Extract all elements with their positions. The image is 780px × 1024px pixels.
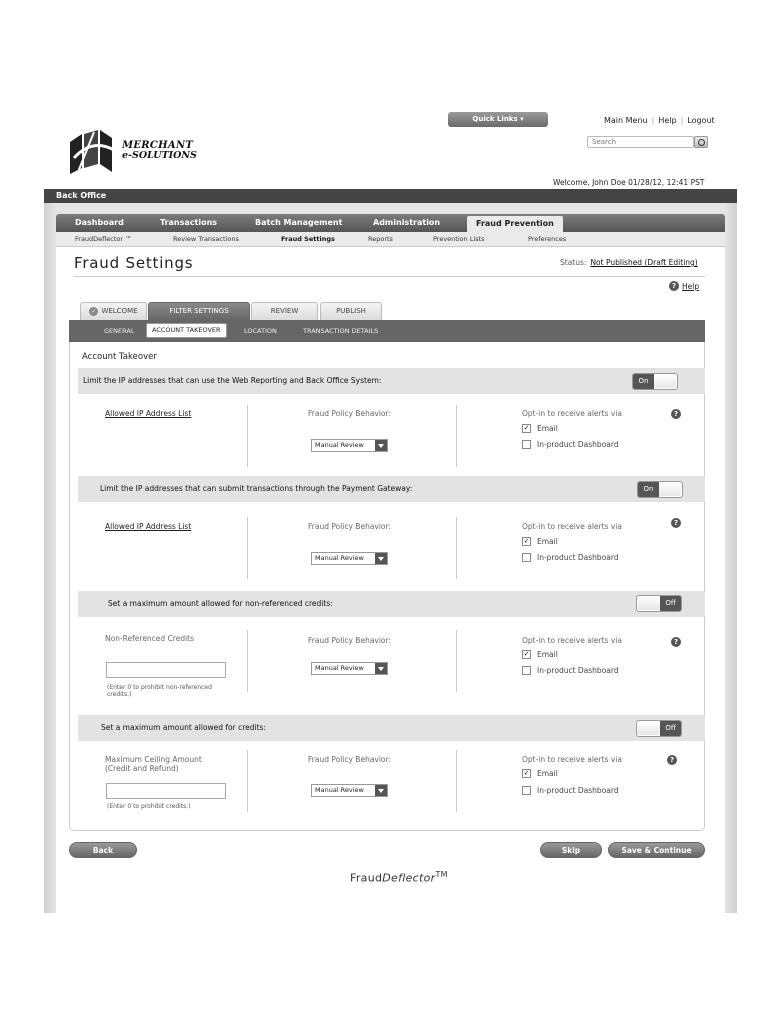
subnav-fraud-settings[interactable]: Fraud Settings: [281, 235, 335, 243]
email-checkbox[interactable]: ✓: [523, 769, 530, 777]
divider: |: [680, 116, 684, 125]
email-label: Email: [537, 769, 558, 778]
chevron-down-icon: [375, 785, 387, 796]
non-referenced-credits-label: Non-Referenced Credits: [105, 634, 195, 643]
toggle-switch[interactable]: [632, 373, 678, 390]
help-icon[interactable]: ?: [671, 637, 681, 647]
subnav-review-transactions[interactable]: Review Transactions: [173, 235, 239, 243]
help-icon[interactable]: ?: [667, 755, 677, 765]
top-links: [604, 116, 715, 125]
help-icon[interactable]: ?: [671, 518, 681, 528]
main-menu-link[interactable]: Main Menu: [604, 116, 648, 125]
divider: [247, 405, 248, 467]
toggle-knob: [638, 722, 660, 735]
divider: [247, 517, 248, 579]
divider: [247, 630, 248, 692]
subnav-reports[interactable]: Reports: [368, 235, 393, 243]
non-referenced-credits-input[interactable]: [106, 662, 226, 678]
toggle-knob: [638, 597, 660, 610]
check-icon: ✓: [91, 307, 97, 315]
tab-review[interactable]: [251, 302, 318, 320]
toggle-state: On: [633, 374, 654, 389]
optin-label: Opt-in to receive alerts via: [522, 409, 622, 418]
email-checkbox[interactable]: ✓: [523, 424, 530, 432]
dashboard-checkbox[interactable]: [522, 440, 531, 449]
toggle-switch[interactable]: [636, 595, 682, 612]
nav-batch-management[interactable]: Batch Management: [255, 218, 343, 227]
section-header: [78, 715, 705, 741]
sub-nav: [56, 232, 725, 247]
tab-label: FILTER SETTINGS: [169, 307, 229, 315]
help-icon[interactable]: ?: [671, 409, 681, 419]
subnav-preferences[interactable]: Preferences: [528, 235, 567, 243]
input-hint: (Enter 0 to prohibit non-referenced credits.): [107, 684, 212, 698]
allowed-ip-list-link[interactable]: Allowed IP Address List: [105, 522, 192, 531]
email-label: Email: [537, 424, 558, 433]
subnav-prevention-lists[interactable]: Prevention Lists: [433, 235, 485, 243]
email-label: Email: [537, 537, 558, 546]
chevron-down-icon: [375, 553, 387, 564]
search-icon[interactable]: [694, 136, 708, 148]
section-heading: Set a maximum amount allowed for non-referenced credits:: [108, 599, 333, 608]
fraud-policy-label: Fraud Policy Behavior:: [308, 755, 392, 764]
dashboard-checkbox[interactable]: [522, 666, 531, 675]
divider: [456, 750, 457, 812]
section-header: [78, 476, 705, 502]
section-heading: Set a maximum amount allowed for credits:: [101, 723, 266, 732]
merchant-esolutions-logo: [68, 128, 218, 176]
email-label: Email: [537, 650, 558, 659]
tab-label: WELCOME: [101, 307, 138, 315]
section-title: Account Takeover: [82, 352, 157, 362]
logo-text: e-SOLUTIONS: [122, 150, 197, 161]
divider: [456, 630, 457, 692]
dashboard-label: In-product Dashboard: [537, 553, 619, 562]
logo-text: MERCHANT: [122, 140, 194, 151]
fraud-policy-select[interactable]: [311, 662, 388, 675]
select-value: Manual Review: [315, 554, 364, 562]
divider: [456, 405, 457, 467]
skip-button[interactable]: Skip: [540, 842, 602, 858]
tab-welcome[interactable]: [80, 302, 147, 320]
status: [560, 258, 698, 267]
fraud-policy-label: Fraud Policy Behavior:: [308, 636, 392, 645]
subtab-account-takeover[interactable]: ACCOUNT TAKEOVER: [146, 323, 227, 338]
tab-label: PUBLISH: [336, 307, 366, 315]
dashboard-checkbox[interactable]: [522, 553, 531, 562]
max-ceiling-amount-label: Maximum Ceiling Amount (Credit and Refund): [105, 755, 202, 773]
subtab-location[interactable]: LOCATION: [244, 327, 277, 335]
section-header: [78, 368, 705, 394]
fraud-policy-label: Fraud Policy Behavior:: [308, 522, 392, 531]
chevron-down-icon: [375, 663, 387, 674]
save-continue-button[interactable]: Save & Continue: [608, 842, 705, 858]
main-nav: [56, 214, 725, 232]
logo-mark-icon: [68, 128, 116, 176]
fraud-policy-select[interactable]: [311, 552, 388, 565]
toggle-state: On: [638, 482, 659, 497]
chevron-down-icon: [375, 440, 387, 451]
tab-publish[interactable]: [320, 302, 382, 320]
allowed-ip-list-link[interactable]: Allowed IP Address List: [105, 409, 192, 418]
search-input[interactable]: [587, 136, 694, 148]
tab-filter-settings[interactable]: [148, 302, 250, 320]
help-link[interactable]: Help: [682, 281, 700, 291]
fraud-policy-select[interactable]: [311, 439, 388, 452]
fraud-policy-select[interactable]: [311, 784, 388, 797]
logout-link[interactable]: Logout: [687, 116, 715, 125]
optin-label: Opt-in to receive alerts via: [522, 522, 622, 531]
trademark: TM: [435, 870, 448, 879]
fraud-policy-label: Fraud Policy Behavior:: [308, 409, 392, 418]
toggle-state: Off: [660, 596, 681, 611]
quick-links-button[interactable]: Quick Links ▾: [448, 112, 548, 127]
status-value-link[interactable]: Not Published (Draft Editing): [590, 258, 698, 267]
email-checkbox[interactable]: ✓: [523, 650, 530, 658]
dashboard-checkbox[interactable]: [522, 786, 531, 795]
dashboard-label: In-product Dashboard: [537, 666, 619, 675]
max-ceiling-amount-input[interactable]: [106, 783, 226, 799]
nav-transactions[interactable]: Transactions: [160, 218, 218, 227]
status-label: Status:: [560, 258, 587, 267]
divider: [247, 750, 248, 812]
subtab-transaction-details[interactable]: TRANSACTION DETAILS: [303, 327, 379, 335]
nav-dashboard[interactable]: Dashboard: [75, 218, 124, 227]
back-office-bar: Back Office: [44, 189, 737, 203]
optin-label: Opt-in to receive alerts via: [522, 755, 622, 764]
back-button[interactable]: Back: [69, 842, 137, 858]
help-icon[interactable]: ?: [669, 281, 679, 291]
nav-fraud-prevention[interactable]: Fraud Prevention: [467, 216, 563, 232]
divider: |: [651, 116, 655, 125]
welcome-message: Welcome, John Doe 01/28/12, 12:41 PST: [553, 178, 705, 187]
input-hint: (Enter 0 to prohibit credits.): [107, 803, 191, 810]
frauddeflector-brand: [350, 870, 448, 885]
help[interactable]: [669, 281, 699, 291]
email-checkbox[interactable]: ✓: [523, 537, 530, 545]
divider: [456, 517, 457, 579]
select-value: Manual Review: [315, 441, 364, 449]
tab-label: REVIEW: [270, 307, 299, 315]
dashboard-label: In-product Dashboard: [537, 440, 619, 449]
brand-plain: Fraud: [350, 871, 383, 885]
toggle-knob: [654, 375, 676, 388]
toggle-switch[interactable]: [637, 481, 683, 498]
toggle-state: Off: [660, 721, 681, 736]
section-heading: Limit the IP addresses that can use the Web Reporting and Back Office System:: [83, 376, 382, 385]
toggle-knob: [659, 483, 681, 496]
filter-subnav: [69, 320, 705, 342]
select-value: Manual Review: [315, 786, 364, 794]
help-top-link[interactable]: Help: [658, 116, 677, 125]
section-header: [78, 591, 705, 617]
subtab-general[interactable]: GENERAL: [104, 327, 135, 335]
dashboard-label: In-product Dashboard: [537, 786, 619, 795]
select-value: Manual Review: [315, 664, 364, 672]
page-title: Fraud Settings: [74, 254, 194, 272]
section-heading: Limit the IP addresses that can submit transactions through the Payment Gateway:: [100, 484, 413, 493]
brand-italic: Deflector: [382, 871, 436, 885]
toggle-switch[interactable]: [636, 720, 682, 737]
subnav-frauddeflector[interactable]: FraudDeflector ™: [75, 235, 132, 243]
divider: [74, 276, 705, 277]
nav-administration[interactable]: Administration: [373, 218, 441, 227]
optin-label: Opt-in to receive alerts via: [522, 636, 622, 645]
